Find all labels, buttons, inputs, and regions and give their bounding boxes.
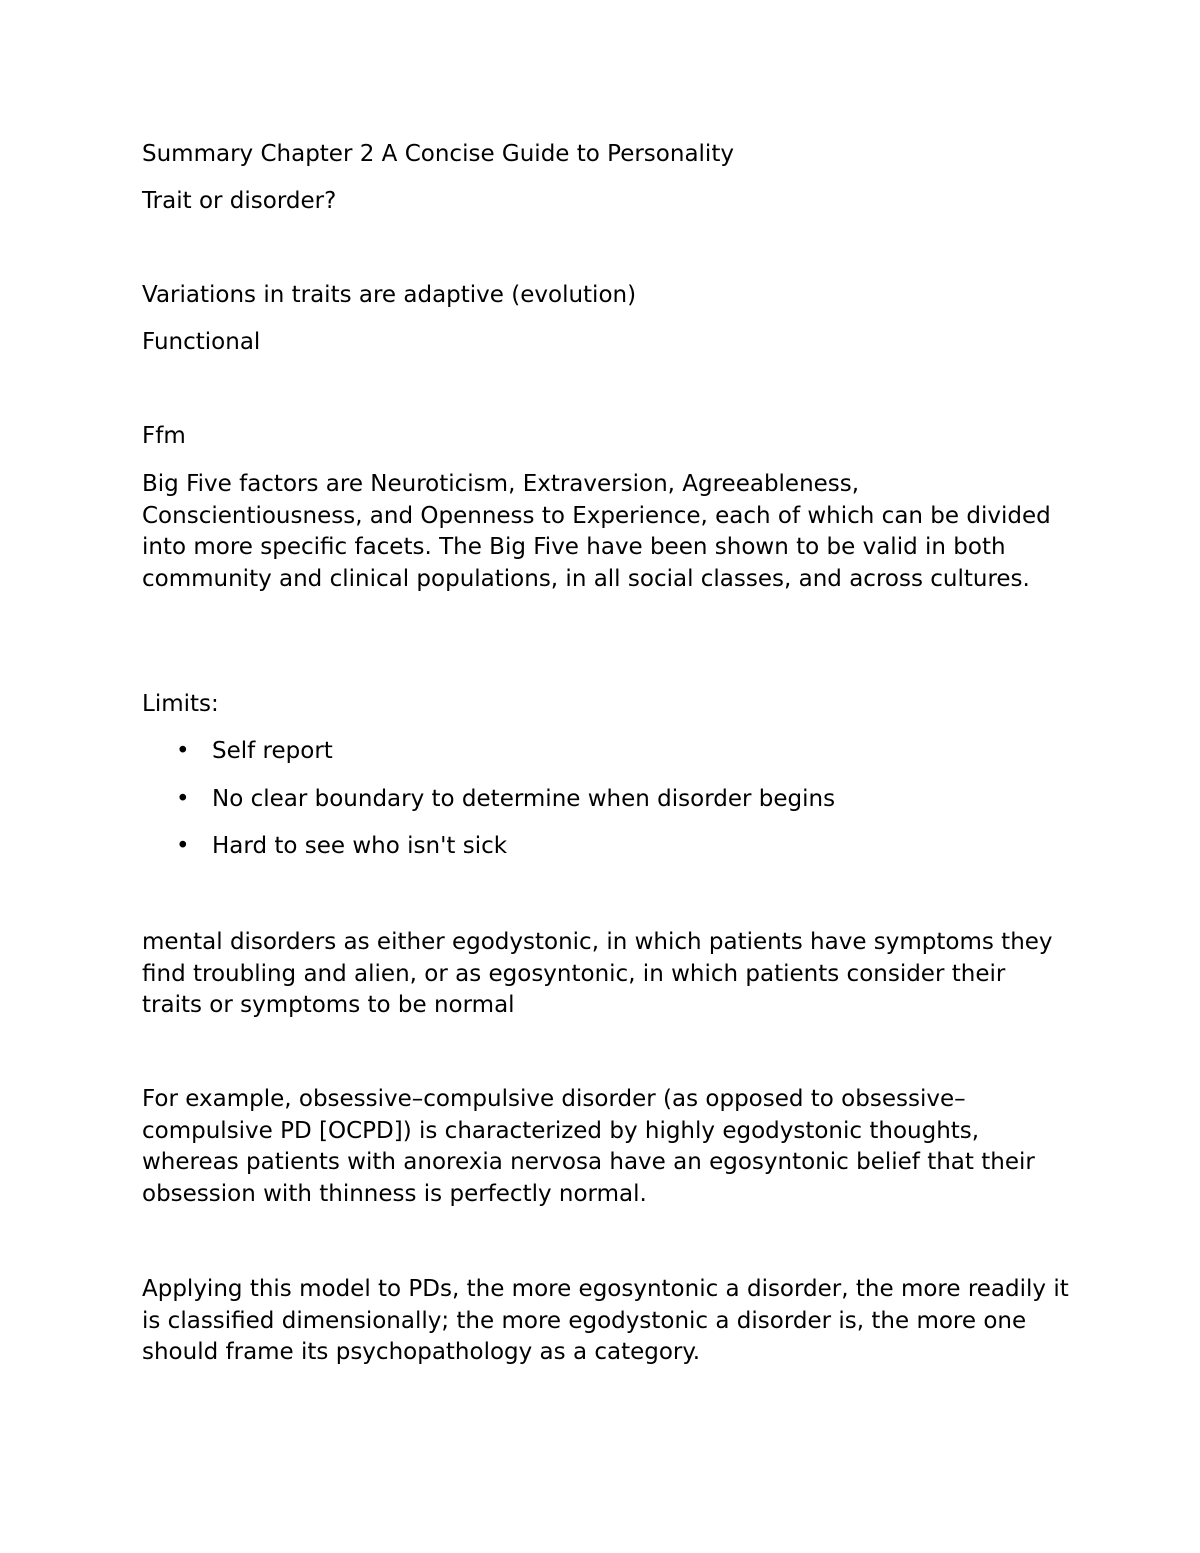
bullet-icon: • bbox=[176, 785, 190, 812]
list-item bbox=[142, 736, 835, 784]
egodystonic-paragraph: mental disorders as either egodystonic, in which patients have symptoms they find troubling and alien, or as egosyntonic, in which patients consider their traits or symptoms to be normal bbox=[142, 929, 1053, 1018]
limits-list bbox=[142, 736, 835, 879]
list-item-text: Self report bbox=[212, 738, 333, 764]
variations-line: Variations in traits are adaptive (evolution) bbox=[142, 282, 637, 308]
document-subtitle: Trait or disorder? bbox=[142, 188, 337, 214]
big-five-paragraph: Big Five factors are Neuroticism, Extraversion, Agreeableness, Conscientiousness, and Openness to Experience, each of which can be divided into more specific facets. The Big Five have been shown to be valid in both community and clinical populations, in all social classes, and across cultures. bbox=[142, 471, 1051, 592]
list-item bbox=[142, 784, 835, 832]
list-item-text: Hard to see who isn't sick bbox=[212, 833, 508, 859]
list-item-text: No clear boundary to determine when disorder begins bbox=[212, 785, 836, 812]
document-title: Summary Chapter 2 A Concise Guide to Personality bbox=[142, 141, 734, 167]
example-paragraph: For example, obsessive–compulsive disorder (as opposed to obsessive–compulsive PD [OCPD]) is characterized by highly egodystonic thoughts, whereas patients with anorexia nervosa have an egosyntonic belief that their obsession with thinness is perfectly normal. bbox=[142, 1086, 1035, 1207]
bullet-icon: • bbox=[176, 738, 190, 764]
applying-paragraph: Applying this model to PDs, the more egosyntonic a disorder, the more readily it is classified dimensionally; the more egodystonic a disorder is, the more one should frame its psychopathology as a category. bbox=[142, 1276, 1069, 1365]
functional-line: Functional bbox=[142, 329, 261, 355]
limits-heading: Limits: bbox=[142, 691, 219, 717]
ffm-line: Ffm bbox=[142, 423, 186, 449]
bullet-icon: • bbox=[176, 833, 190, 859]
list-item bbox=[142, 831, 835, 879]
